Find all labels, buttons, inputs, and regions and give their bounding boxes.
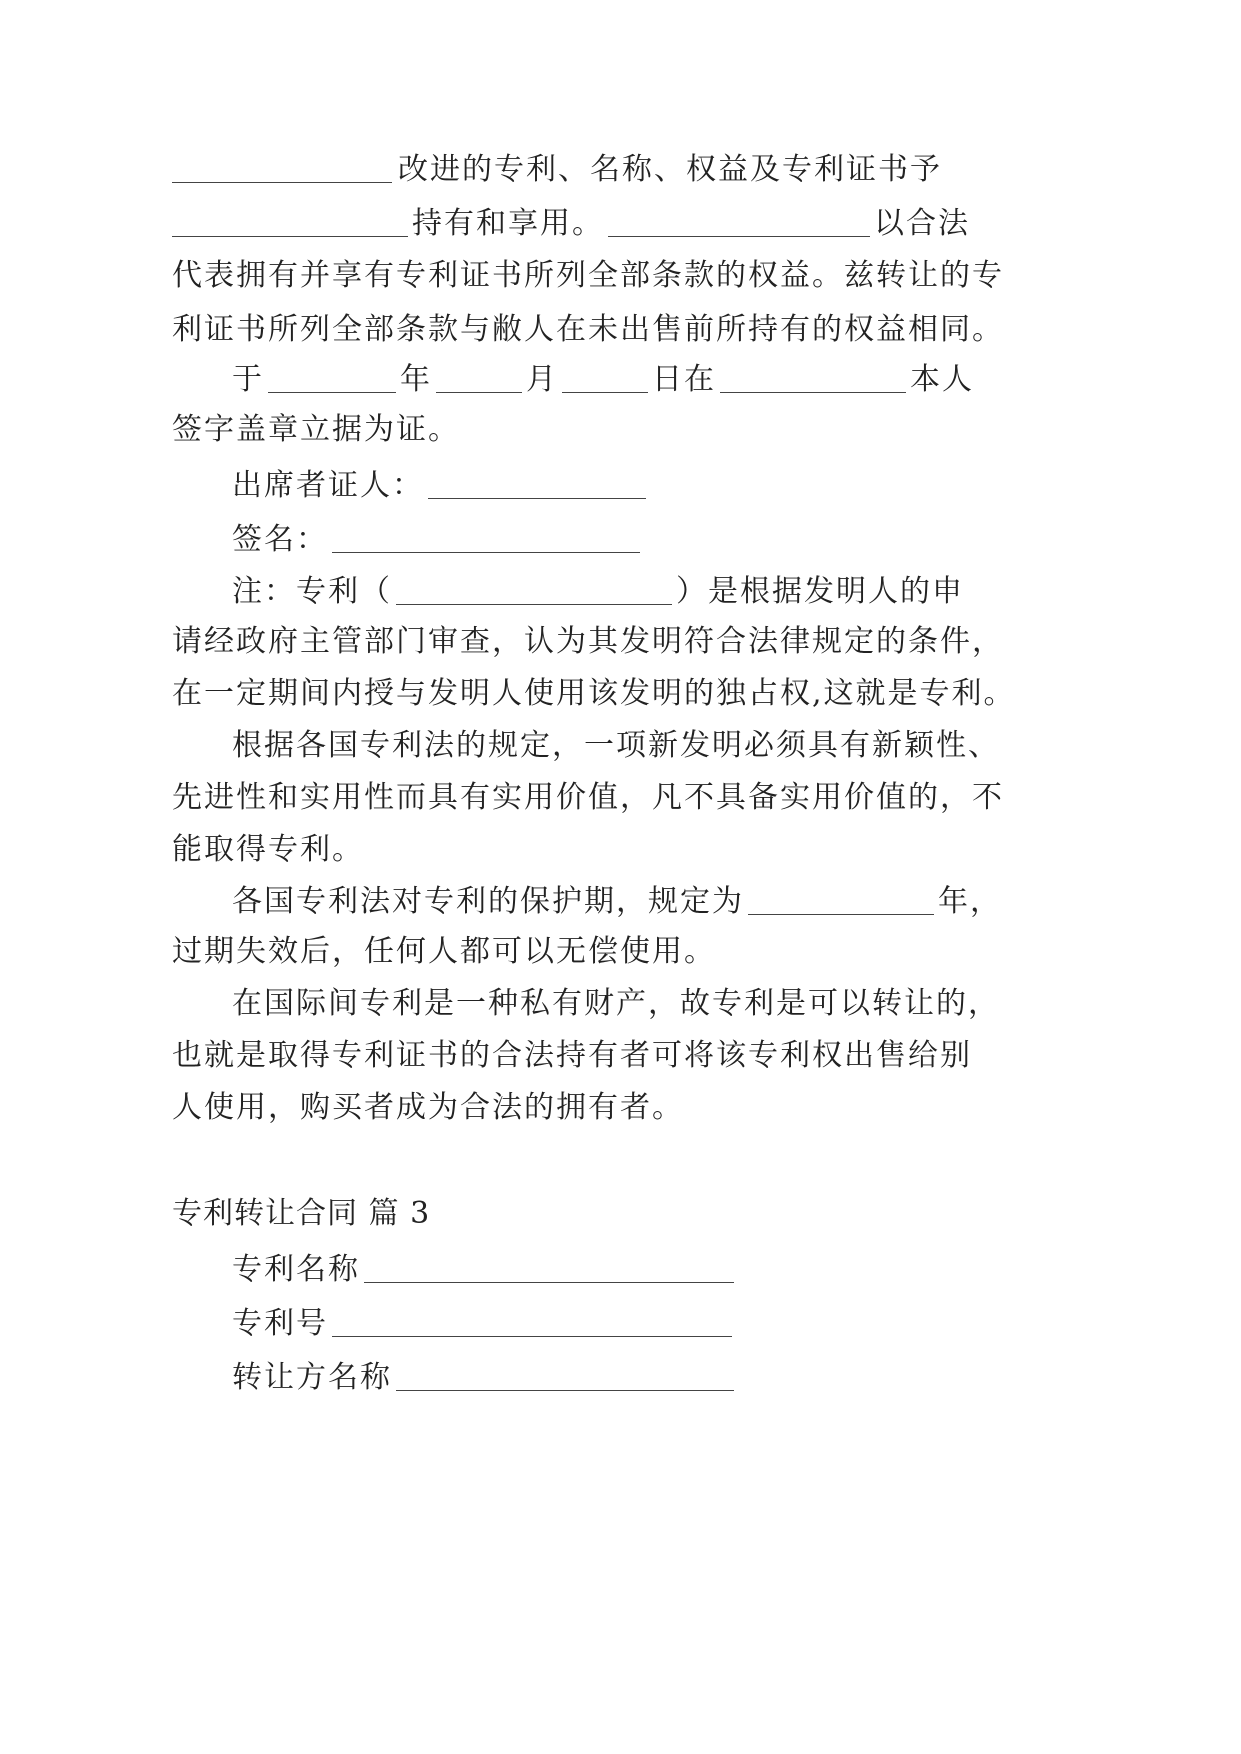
- paragraph-line: [232, 726, 1241, 766]
- witness-blank[interactable]: [428, 468, 646, 499]
- section-title: 专利转让合同 篇 3: [172, 1196, 431, 1231]
- paragraph-line: [172, 932, 1241, 972]
- witness-line: [232, 464, 1241, 506]
- text: 利证书所列全部条款与敝人在未出售前所持有的权益相同。: [172, 312, 1004, 347]
- fill-blank[interactable]: [172, 206, 408, 237]
- term-blank[interactable]: [748, 884, 934, 915]
- text: 于: [232, 362, 264, 397]
- text: 本人: [910, 362, 974, 397]
- text: ）是根据发明人的申: [676, 574, 964, 609]
- day-blank[interactable]: [562, 362, 648, 393]
- patent-number-label: 专利号: [232, 1306, 328, 1341]
- text: 人使用，购买者成为合法的拥有者。: [172, 1090, 684, 1125]
- patent-name-field[interactable]: [364, 1252, 734, 1283]
- signature-line: [232, 518, 1241, 560]
- paragraph-line: [172, 1088, 1241, 1128]
- paragraph-line: [172, 830, 1241, 870]
- text: 改进的专利、名称、权益及专利证书予: [398, 152, 942, 187]
- paragraph-line: [172, 778, 1241, 818]
- year-blank[interactable]: [268, 362, 396, 393]
- paragraph-line: [172, 410, 1241, 450]
- signature-blank[interactable]: [332, 522, 640, 553]
- form-row: [232, 1302, 1241, 1344]
- date-line: [232, 358, 1241, 400]
- paragraph-line: [0, 148, 1241, 190]
- text: 在国际间专利是一种私有财产，故专利是可以转让的，: [232, 986, 1000, 1021]
- paragraph-line: [172, 256, 1241, 296]
- paragraph-line: [0, 202, 1241, 244]
- text: 根据各国专利法的规定，一项新发明必须具有新颖性、: [232, 728, 1000, 763]
- paragraph-line: [232, 880, 1241, 922]
- text: 请经政府主管部门审查，认为其发明符合法律规定的条件，: [172, 624, 1004, 659]
- text: 月: [526, 362, 558, 397]
- paragraph-line: [172, 310, 1241, 350]
- note-line: [172, 674, 1241, 714]
- transferor-name-field[interactable]: [396, 1360, 734, 1391]
- form-row: [232, 1356, 1241, 1398]
- month-blank[interactable]: [436, 362, 522, 393]
- place-blank[interactable]: [720, 362, 906, 393]
- patent-name-label: 专利名称: [232, 1252, 360, 1287]
- text: 注：专利（: [232, 574, 392, 609]
- text: 代表拥有并享有专利证书所列全部条款的权益。兹转让的专: [172, 258, 1004, 293]
- form-row: [232, 1248, 1241, 1290]
- text: 先进性和实用性而具有实用价值，凡不具备实用价值的，不: [172, 780, 1004, 815]
- text: 各国专利法对专利的保护期，规定为: [232, 884, 744, 919]
- text: 年: [400, 362, 432, 397]
- note-line: [232, 570, 1241, 612]
- fill-blank[interactable]: [172, 152, 392, 183]
- text: 日在: [652, 362, 716, 397]
- text: 也就是取得专利证书的合法持有者可将该专利权出售给别: [172, 1038, 972, 1073]
- paragraph-line: [232, 984, 1241, 1024]
- fill-blank[interactable]: [608, 206, 870, 237]
- text: 以合法: [874, 206, 970, 241]
- note-line: [172, 622, 1241, 662]
- signature-label: 签名：: [232, 522, 328, 557]
- text: 签字盖章立据为证。: [172, 412, 460, 447]
- paragraph-line: [172, 1036, 1241, 1076]
- text: 能取得专利。: [172, 832, 364, 867]
- witness-label: 出席者证人：: [232, 468, 424, 503]
- text: 在一定期间内授与发明人使用该发明的独占权,这就是专利。: [172, 676, 1016, 711]
- patent-number-field[interactable]: [332, 1306, 732, 1337]
- note-blank[interactable]: [396, 574, 672, 605]
- text: 年，: [938, 884, 1002, 919]
- section-heading: [172, 1194, 1241, 1234]
- transferor-name-label: 转让方名称: [232, 1360, 392, 1395]
- text: 持有和享用。: [412, 206, 604, 241]
- text: 过期失效后，任何人都可以无偿使用。: [172, 934, 716, 969]
